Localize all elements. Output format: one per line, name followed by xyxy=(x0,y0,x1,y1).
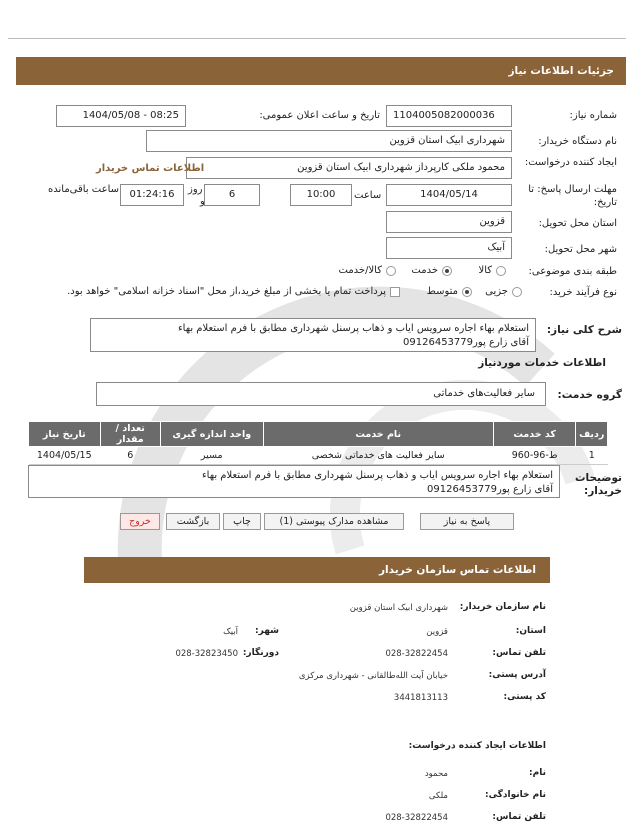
contact-org-value: شهرداری ابیک استان قزوین xyxy=(349,603,448,613)
payment-note[interactable]: پرداخت تمام یا بخشی از مبلغ خرید،از محل "اسناد خزانه اسلامی" خواهد بود. xyxy=(67,286,400,297)
creator-first-name-value: محمود xyxy=(424,769,448,779)
days-field: 6 xyxy=(204,184,260,206)
need-number-field: 1104005082000036 xyxy=(386,105,512,127)
buyer-contact-link[interactable]: اطلاعات تماس خریدار xyxy=(96,163,205,174)
province-field: قزوین xyxy=(386,211,512,233)
col-qty: تعداد / مقدار xyxy=(100,422,160,447)
creator-phone-label: تلفن تماس: xyxy=(492,812,546,822)
service-group-label: گروه خدمت: xyxy=(557,389,622,401)
page-header: جزئیات اطلاعات نیاز xyxy=(16,57,626,85)
process-label: نوع فرآیند خرید: xyxy=(549,287,617,298)
cell-name: سایر فعالیت های خدماتی شخصی xyxy=(263,447,493,465)
col-unit: واحد اندازه گیری xyxy=(160,422,263,447)
contact-address-value: خیابان آیت الله‌طالقانی - شهرداری مرکزی xyxy=(298,671,448,681)
radio-checked-icon[interactable] xyxy=(462,287,472,297)
reply-button[interactable]: پاسخ به نیاز xyxy=(420,513,514,530)
radio-icon[interactable] xyxy=(512,287,522,297)
service-group-field: سایر فعالیت‌های خدماتی xyxy=(96,382,546,406)
radio-icon[interactable] xyxy=(386,266,396,276)
province-label: استان محل تحویل: xyxy=(538,218,617,229)
category-option-goods[interactable]: کالا xyxy=(478,265,506,276)
contact-province-value: قزوین xyxy=(426,627,448,637)
back-button[interactable]: بازگشت xyxy=(166,513,220,530)
creator-field: محمود ملکی کارپرداز شهرداری ابیک استان قزوین xyxy=(186,157,512,179)
contact-fax-value: 028-32823450 xyxy=(175,649,238,659)
table-row[interactable] xyxy=(29,447,608,465)
attachments-button[interactable]: مشاهده مدارک پیوستی (1) xyxy=(264,513,404,530)
summary-label: شرح کلی نیاز: xyxy=(546,324,622,336)
services-section-title: اطلاعات خدمات موردنیاز xyxy=(478,357,606,369)
contact-address-label: آدرس پستی: xyxy=(488,670,546,680)
process-option-medium[interactable]: متوسط xyxy=(427,286,472,297)
contact-phone-label: تلفن تماس: xyxy=(492,648,546,658)
cell-code: ط-96-960 xyxy=(493,447,576,465)
watermark-logo xyxy=(20,250,630,580)
contact-postal-label: کد پستی: xyxy=(503,692,546,702)
summary-box xyxy=(90,318,536,352)
contact-org-label: نام سازمان خریدار: xyxy=(459,602,546,612)
col-code: کد خدمت xyxy=(493,422,576,447)
deadline-date-field: 1404/05/14 xyxy=(386,184,512,206)
remaining-label: ساعت باقی‌مانده xyxy=(48,184,120,195)
contact-city-value: آبیک xyxy=(223,627,238,637)
col-date: تاریخ نیاز xyxy=(29,422,101,447)
summary-line-2: آقای زارع پور09126453779 xyxy=(403,337,529,348)
city-field: آبیک xyxy=(386,237,512,259)
category-option-service[interactable]: خدمت xyxy=(411,265,452,276)
contact-fax-label: دورنگار: xyxy=(242,648,279,658)
cell-date: 1404/05/15 xyxy=(29,447,101,465)
contact-city-label: شهر: xyxy=(255,626,279,636)
cell-row: 1 xyxy=(576,447,608,465)
contact-postal-value: 3441813113 xyxy=(393,693,448,703)
remaining-time-field: 01:24:16 xyxy=(120,184,184,206)
deadline-time-field: 10:00 xyxy=(290,184,352,206)
buyer-org-label: نام دستگاه خریدار: xyxy=(538,136,617,147)
buyer-notes-label: توضیحات خریدار: xyxy=(574,472,622,497)
cell-qty: 6 xyxy=(100,447,160,465)
print-button[interactable]: چاپ xyxy=(223,513,261,530)
top-divider xyxy=(8,38,626,39)
radio-icon[interactable] xyxy=(496,266,506,276)
table-header-row xyxy=(29,422,608,447)
cell-unit: مسیر xyxy=(160,447,263,465)
contact-province-label: استان: xyxy=(515,626,546,636)
announce-label: تاریخ و ساعت اعلان عمومی: xyxy=(259,110,380,121)
and-label: و xyxy=(200,196,205,207)
exit-button[interactable]: خروج xyxy=(120,513,160,530)
city-label: شهر محل تحویل: xyxy=(544,244,617,255)
creator-last-name-value: ملکی xyxy=(428,791,448,801)
services-table xyxy=(28,421,608,465)
buyer-notes-line-2: آقای زارع پور09126453779 xyxy=(427,484,553,495)
deadline-label: مهلت ارسال پاسخ: تا تاریخ: xyxy=(528,184,617,208)
process-option-minor[interactable]: جزیی xyxy=(485,286,522,297)
creator-section-title: اطلاعات ایجاد کننده درخواست: xyxy=(408,741,546,751)
buyer-notes-box xyxy=(28,465,560,498)
need-number-label: شماره نیاز: xyxy=(569,110,617,121)
announce-field: 1404/05/08 - 08:25 xyxy=(56,105,186,127)
days-label: روز xyxy=(188,184,203,195)
col-row: ردیف xyxy=(576,422,608,447)
contact-phone-value: 028-32822454 xyxy=(385,649,448,659)
buyer-notes-line-1: استعلام بهاء اجاره سرویس ایاب و ذهاب پرسنل شهرداری مطابق با فرم استعلام بهاء xyxy=(201,470,553,481)
col-name: نام خدمت xyxy=(263,422,493,447)
checkbox-icon[interactable] xyxy=(390,287,400,297)
summary-line-1: استعلام بهاء اجاره سرویس ایاب و ذهاب پرسنل شهرداری مطابق با فرم استعلام بهاء xyxy=(177,323,529,334)
buyer-org-field: شهرداری ابیک استان قزوین xyxy=(146,130,512,152)
creator-label: ایجاد کننده درخواست: xyxy=(524,157,617,168)
creator-last-name-label: نام خانوادگی: xyxy=(484,790,546,800)
creator-phone-value: 028-32822454 xyxy=(385,813,448,823)
contact-section-header: اطلاعات تماس سازمان خریدار xyxy=(84,557,550,583)
creator-first-name-label: نام: xyxy=(529,768,546,778)
category-option-both[interactable]: کالا/خدمت xyxy=(339,265,397,276)
time-label: ساعت xyxy=(354,190,382,201)
radio-checked-icon[interactable] xyxy=(442,266,452,276)
category-label: طبقه بندی موضوعی: xyxy=(528,266,617,277)
